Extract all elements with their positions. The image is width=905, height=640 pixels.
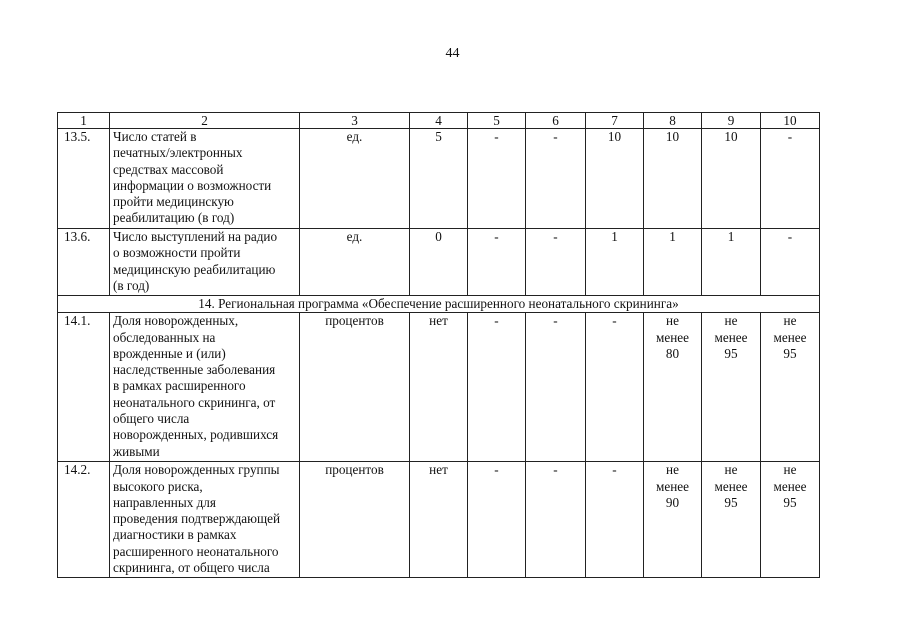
header-cell: 4: [410, 113, 468, 129]
value-cell: 1: [586, 229, 644, 296]
header-row: [58, 113, 820, 129]
unit-cell: ед.: [300, 129, 410, 229]
header-cell: 10: [761, 113, 820, 129]
value-cell: 5: [410, 129, 468, 229]
value-cell: 10: [702, 129, 761, 229]
value-cell: -: [586, 313, 644, 462]
row-number: 14.2.: [58, 462, 110, 578]
table-row: [58, 229, 820, 296]
value-cell: -: [526, 313, 586, 462]
indicator-name: Доля новорожденных, обследованных на врожденные и (или) наследственные заболевания в рамках расширенного неонатального скрининга, от общего числа новорожденных, родившихся живыми: [110, 313, 300, 462]
header-cell: 7: [586, 113, 644, 129]
value-cell: -: [761, 129, 820, 229]
indicators-table: [57, 112, 820, 578]
value-cell: -: [468, 462, 526, 578]
value-cell: -: [526, 129, 586, 229]
value-cell: нет: [410, 313, 468, 462]
value-cell: 1: [702, 229, 761, 296]
value-cell: не менее 95: [761, 313, 820, 462]
section-row: [58, 296, 820, 313]
table-row: [58, 313, 820, 462]
value-cell: -: [526, 462, 586, 578]
header-cell: 9: [702, 113, 761, 129]
indicator-name: Число выступлений на радио о возможности пройти медицинскую реабилитацию (в год): [110, 229, 300, 296]
value-cell: -: [761, 229, 820, 296]
unit-cell: процентов: [300, 462, 410, 578]
header-cell: 2: [110, 113, 300, 129]
value-cell: не менее 95: [702, 462, 761, 578]
value-cell: не менее 80: [644, 313, 702, 462]
section-title: 14. Региональная программа «Обеспечение расширенного неонатального скрининга»: [58, 296, 820, 313]
header-cell: 6: [526, 113, 586, 129]
value-cell: -: [468, 229, 526, 296]
value-cell: -: [526, 229, 586, 296]
table-row: [58, 462, 820, 578]
page-number: 44: [445, 46, 460, 61]
row-number: 14.1.: [58, 313, 110, 462]
header-cell: 5: [468, 113, 526, 129]
value-cell: 10: [586, 129, 644, 229]
row-number: 13.6.: [58, 229, 110, 296]
value-cell: -: [468, 313, 526, 462]
value-cell: нет: [410, 462, 468, 578]
value-cell: -: [468, 129, 526, 229]
header-cell: 8: [644, 113, 702, 129]
value-cell: 10: [644, 129, 702, 229]
unit-cell: процентов: [300, 313, 410, 462]
value-cell: 0: [410, 229, 468, 296]
unit-cell: ед.: [300, 229, 410, 296]
value-cell: не менее 90: [644, 462, 702, 578]
indicator-name: Доля новорожденных группы высокого риска, направленных для проведения подтверждающей диагностики в рамках расширенного неонатального скрининга, от общего числа: [110, 462, 300, 578]
header-cell: 3: [300, 113, 410, 129]
value-cell: не менее 95: [702, 313, 761, 462]
value-cell: -: [586, 462, 644, 578]
table-row: [58, 129, 820, 229]
row-number: 13.5.: [58, 129, 110, 229]
header-cell: 1: [58, 113, 110, 129]
indicator-name: Число статей в печатных/электронных средствах массовой информации о возможности пройти медицинскую реабилитацию (в год): [110, 129, 300, 229]
value-cell: не менее 95: [761, 462, 820, 578]
value-cell: 1: [644, 229, 702, 296]
